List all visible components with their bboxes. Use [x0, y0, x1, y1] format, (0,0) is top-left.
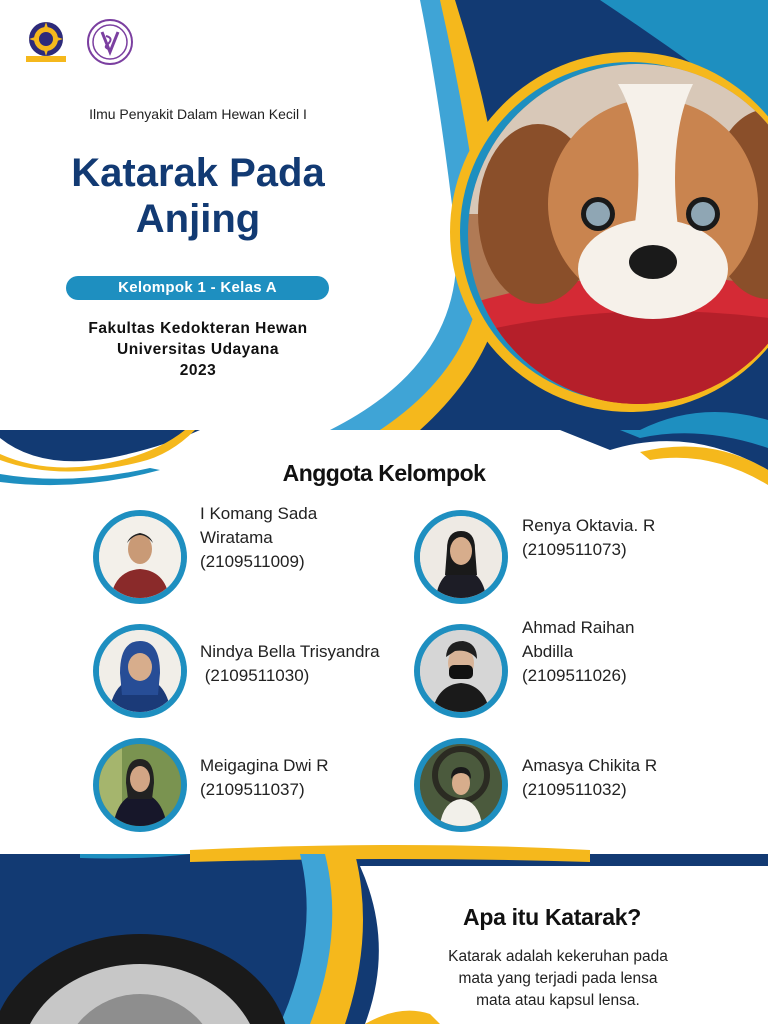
cataract-slide	[0, 854, 768, 1024]
member-id: (2109511073)	[522, 540, 627, 559]
course-subject: Ilmu Penyakit Dalam Hewan Kecil I	[89, 106, 307, 122]
cataract-title: Apa itu Katarak?	[463, 904, 641, 930]
university-logo	[22, 18, 70, 66]
member-info	[200, 640, 380, 688]
page-title	[0, 150, 396, 242]
members-title: Anggota Kelompok	[282, 460, 486, 486]
cataract-desc-line: mata atau kapsul lensa.	[476, 992, 640, 1009]
group-badge: Kelompok 1 - Kelas A	[66, 276, 329, 300]
member-info	[522, 754, 657, 802]
title-line-2: Anjing	[135, 197, 261, 241]
member-info	[522, 616, 634, 688]
title-line-1: Katarak Pada	[71, 151, 325, 195]
faculty-name: Fakultas Kedokteran Hewan	[88, 320, 308, 337]
member-photo	[92, 623, 188, 719]
member-id: (2109511030)	[200, 666, 310, 685]
cover-slide	[0, 0, 768, 430]
faculty-logo	[86, 18, 134, 66]
member-photo	[92, 509, 188, 605]
faculty-info	[0, 318, 396, 381]
member-photo	[413, 737, 509, 833]
member-name: Nindya Bella Trisyandra	[200, 642, 380, 661]
member-photo	[92, 737, 188, 833]
member-id: (2109511009)	[200, 552, 305, 571]
member-name: Amasya Chikita R	[522, 756, 658, 775]
member-id: (2109511026)	[522, 666, 627, 685]
member-name: Wiratama	[200, 528, 273, 547]
member-name: Ahmad Raihan	[522, 618, 635, 637]
cataract-description	[400, 946, 716, 1012]
member-info	[200, 502, 317, 574]
year: 2023	[179, 362, 217, 379]
cataract-desc-line: Katarak adalah kekeruhan pada	[448, 948, 668, 965]
member-info	[522, 514, 655, 562]
member-info	[200, 754, 329, 802]
cataract-desc-line: mata yang terjadi pada lensa	[458, 970, 658, 987]
member-name: Renya Oktavia. R	[522, 516, 656, 535]
member-name: Meigagina Dwi R	[200, 756, 329, 775]
members-slide	[0, 430, 768, 854]
university-name: Universitas Udayana	[117, 341, 279, 358]
member-id: (2109511037)	[200, 780, 305, 799]
member-photo	[413, 623, 509, 719]
member-name: Abdilla	[522, 642, 574, 661]
member-name: I Komang Sada	[200, 504, 318, 523]
member-id: (2109511032)	[522, 780, 627, 799]
member-photo	[413, 509, 509, 605]
